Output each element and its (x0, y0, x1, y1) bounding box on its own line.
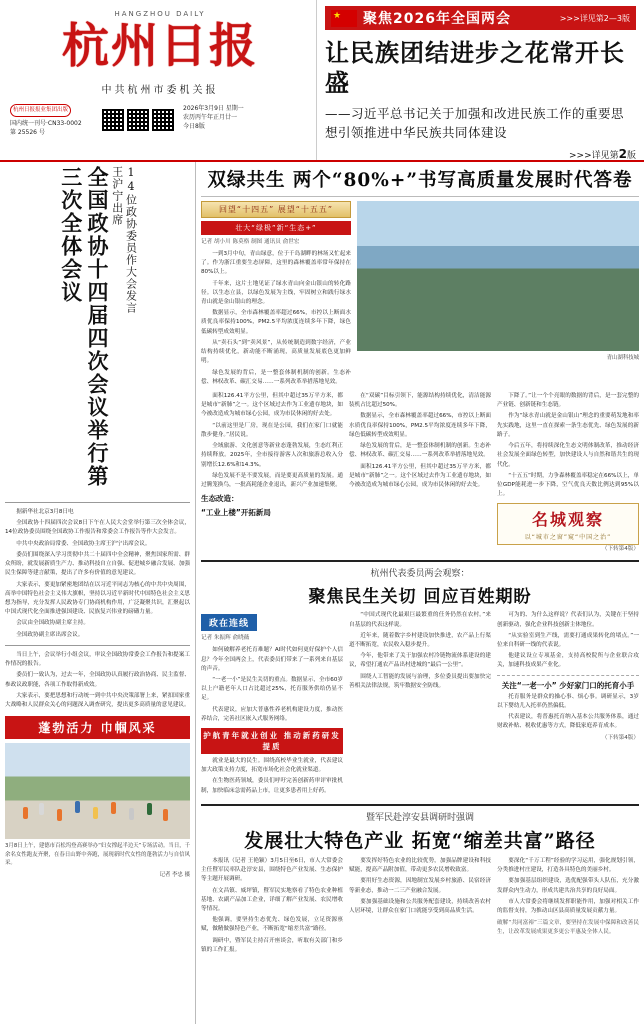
qr-code-icon[interactable] (152, 109, 174, 131)
mid-section-chip: 政在连线 (201, 614, 257, 631)
paragraph: 全域旅游、文化创意等新业态蓬勃发展，生态红利正持续释放。2025年，全市接待游客人次和旅游总收入分别增长12.6%和14.3%。 (201, 443, 343, 468)
paragraph: 本报讯（记者 王艳颖）3月5日至6日，市人大常委会主任暨军民率队赴淳安县，围绕特色产业发展、生态保护等主题开展调研。 (201, 857, 343, 883)
paragraph: 一到3月中旬，青山绿意，位于千岛湖畔的林场又忙起来了。作为浙江重要生态屏障，这里的森林覆盖率常年保持在80%以上。 (201, 250, 351, 276)
photo-section-title: 蓬勃活力 巾帼风采 (5, 716, 190, 739)
paragraph: “一老一小”是民生关切的重点。数据显示，全市60岁以上户籍老年人口占比超过25%，托育服务供给仍显不足。 (201, 676, 343, 702)
bottom-col-1 (201, 857, 343, 957)
vertical-headline: 全国政协十四届四次会议举行第三次全体会议 (58, 166, 110, 488)
paragraph: 面积126.41平方公里，但其中超过35万平方米，都是城市“新肺”之一。这个区域过去作为工业遗存地块，如今被改造成为城市绿心公园，成为市民休闲的好去处。 (201, 393, 343, 418)
column-seal (497, 503, 639, 545)
paragraph: 今后五年，将持续深化生态文明体制改革，推动经济社会发展全面绿色转型，加快建设人与自然和谐共生的现代化。 (497, 443, 639, 468)
paragraph: 中共中央政治局常委、全国政协主席王沪宁出席会议。 (16, 540, 151, 547)
mid-page-note: （下转第4版） (601, 734, 639, 741)
page-body (0, 162, 644, 1024)
top-banner-pages[interactable]: >>>详见第2—3版 (559, 13, 630, 23)
paragraph: 委员们一致认为，过去一年，全国政协认真履行政治协商、民主监督、参政议政职能，各项工作取得新成效。 (5, 672, 190, 688)
divider (201, 804, 639, 806)
qr-codes[interactable] (102, 104, 177, 136)
paragraph: 围绕人工智能的发展与治理，多位委员提出要加快完善相关法律法规，筑牢数据安全防线。 (349, 673, 491, 689)
qr-code-icon[interactable] (102, 109, 124, 131)
masthead-left (0, 0, 316, 160)
feature-page-note: （下转第4版） (601, 546, 639, 553)
divider (5, 645, 190, 646)
page-ref-suffix: 版 (626, 150, 636, 161)
paragraph: 要发挥好特色农业的比较优势，加强品牌建设和科技赋能，提高产品附加值，带动更多农民增收致富。 (349, 857, 491, 874)
photo-credit: 记者 李忠 摄 (159, 872, 190, 879)
focus-title: 关注“一老一小” 少好家门口的托育小手 (501, 680, 635, 690)
feature-subtitle-1: 生态改造： (201, 494, 239, 504)
paragraph: 数据显示，全市森林覆盖率超过66%，市控以上断面水质优良率保持100%，PM2.5平均浓度连续多年下降，绿色低碳转型成效明显。 (349, 413, 491, 438)
divider (201, 196, 639, 197)
masthead-date (183, 104, 244, 136)
paragraph: 大家表示，要把思想和行动统一到中共中央决策部署上来，紧扣国家重大战略和人民群众关心的问题深入调查研究，提出更多高质量的意见建议。 (5, 692, 190, 708)
feature-red-tag: 壮大“绿极”新“生态+” (201, 221, 351, 235)
paragraph: 绿色发展不是不要发展，而是要更高质量的发展。通过腾笼换鸟，一批高耗能企业退出，新兴产业加速集聚。 (201, 472, 343, 488)
lead-headline: 让民族团结进步之花常开长盛 (325, 38, 625, 97)
paragraph: 全国政协副主席出席会议。 (16, 631, 84, 638)
paragraph: 会议由全国政协副主席主持。 (16, 620, 89, 627)
paragraph: 绿色发展的背后，是一整套体制机制的创新。生态补偿、林权改革、碳汇交易……一系列改革举措落地见效。 (349, 443, 491, 459)
paragraph: “中国式现代化最艰巨最繁重的任务仍然在农村。”来自基层的代表这样说。 (349, 612, 491, 628)
seal-title: 名城观察 (531, 510, 604, 530)
paragraph: 从“卖石头”到“卖风景”，从传统制造到数字经济，产业结构持续优化，新动能不断涌现，高质量发展底色更加鲜明。 (201, 339, 351, 365)
mid-col-1 (201, 611, 343, 798)
date-line-2: 农历丙午年正月廿一 (183, 114, 238, 122)
masthead (0, 0, 644, 162)
mid-headline: 聚焦民生关切 回应百姓期盼 (308, 587, 532, 608)
mid-byline: 记者 朱振辉 俞晓薇 (201, 635, 250, 642)
mid-columns (201, 611, 639, 798)
date-line-3: 今日8版 (183, 123, 205, 131)
feature-intro (201, 250, 351, 387)
issue-number: 第 25526 号 (10, 128, 45, 136)
column-left-text-2 (5, 651, 190, 710)
paragraph: 委员们围绕深入学习贯彻中共二十届四中全会精神，聚焦国家所需、群众所盼，就发展新质生产力、推动科技自立自强、促进城乡融合发展、加强民生保障等建言献策，提出了许多有价值的意见建议。 (5, 551, 190, 577)
paragraph: 要用好生态资源，因地制宜发展乡村旅游、民宿经济等新业态，推动一二三产业融合发展。 (349, 878, 491, 894)
feature-subtitle-2: “工业上楼”开拓新局 (201, 508, 271, 518)
paragraph: 如何破解养老托育难题？AI时代如何更好保护个人信息？今年全国两会上，代表委员们带来了一系列来自基层的声音。 (201, 647, 343, 672)
paragraph: 大家表示，要更加紧密地团结在以习近平同志为核心的中共中央周围，高举中国特色社会主义伟大旗帜，坚持以习近平新时代中国特色社会主义思想为指导，充分发挥人民政协专门协商机构作用，广泛凝聚共识，汇聚起以中国式现代化全面推进强国建设、民族复兴伟业的磅礴力量。 (5, 581, 190, 616)
masthead-title: 杭州日报 (62, 19, 258, 74)
paragraph: 全国政协十四届四次会议8日下午在人民大会堂举行第三次全体会议，14位政协委员围绕全国政协工作报告和常委会工作报告等作大会发言。 (5, 520, 190, 536)
paragraph: 要深化“千万工程”经验的学习运用，强化规划引领，分类推进村庄建设，打造各具特色的美丽乡村。 (497, 857, 639, 874)
paragraph: 可为的、为什么这样说？代表们认为，关键在于坚持创新驱动，强化企业科技创新主体地位。 (497, 612, 639, 628)
paragraph: 在“双碳”目标引领下，能源结构持续优化，清洁能源装机占比超过50%。 (349, 393, 491, 409)
paragraph: 千年来，这片土地见证了绿水青山向金山银山的转化路径。以生态立县，以绿色发展为主线，牢固树立和践行绿水青山就是金山银山的理念。 (201, 280, 351, 306)
photo-runners (5, 743, 190, 839)
paragraph: 调研中，暨军民主持召开座谈会，听取有关部门和乡镇的工作汇报。 (201, 937, 343, 953)
vertical-sub-2: 14位政协委员作大会发言 (124, 166, 138, 314)
mid-col-3 (497, 611, 639, 798)
date-line-1: 2026年3月9日 星期一 (183, 105, 244, 113)
mid-col-2 (349, 611, 491, 798)
paragraph: “以前这里是厂房，现在是公园，我们在家门口就能散步健身。”居民说。 (201, 422, 343, 438)
top-banner (325, 6, 636, 30)
paragraph: 市人大常委会将继续发挥职能作用，加强对相关工作的监督支持，为推动山区县高质量发展贡献力量。 (497, 898, 639, 914)
paragraph: 绿色发展的背后，是一整套体制机制的创新。生态补偿、林权改革、碳汇交易……一系列改革举措落地见效。 (201, 369, 351, 385)
paragraph: 就业是最大的民生。围绕高校毕业生就业，代表建议加大政策支持力度，拓宽市场化社会化就业渠道。 (201, 758, 343, 774)
paragraph: 他强调，要坚持生态优先、绿色发展，立足资源禀赋，做精做强特色产业，不断拓宽“缩差共富”路径。 (201, 917, 343, 933)
paragraph: 代表建议，应加大普惠性养老机构建设力度，推动医养结合，完善社区嵌入式服务网络。 (201, 706, 343, 722)
feature-photo-block (357, 201, 639, 389)
publisher-badge: 杭州日报报业集团出版 (10, 104, 71, 116)
paragraph: 今年，他带来了关于加强农村冷链物流体系建设的建议，希望打通农产品出村进城的“最后一公里”。 (349, 653, 491, 669)
mid-kicker: 杭州代表委员两会观察： (370, 569, 470, 580)
mid-sub-headline: 护航青年就业创业 推动新药研发提质 (201, 728, 343, 754)
qr-code-icon[interactable] (127, 109, 149, 131)
column-right (196, 162, 644, 1024)
photo-credit: 青山湖科技城 (606, 355, 639, 361)
paragraph: 托育服务是群众的操心事、烦心事。调研显示，3岁以下婴幼儿入托率仍然偏低。 (497, 693, 639, 709)
paragraph: 下降了。”让一个个亮眼的数据的背后，是一套完整的产业链、创新链和生态链。 (497, 393, 639, 409)
feature-series-title: 回望“十四五” 展望“十五五” (201, 201, 351, 218)
paragraph: “十五五”时期，力争森林覆盖率稳定在66%以上，单位GDP能耗进一步下降，空气优良天数比例达到95%以上。 (497, 472, 639, 498)
masthead-right (316, 0, 644, 160)
paragraph: 在生物医药领域，委员们呼吁完善创新药审评审批机制，加快临床急需药品上市，让更多患者用上好药。 (201, 778, 343, 794)
masthead-meta (10, 104, 310, 136)
paragraph: 近年来，随着数字乡村建设加快推进，农产品上行渠道不断拓宽，农民收入稳步提升。 (349, 632, 491, 648)
vertical-sub-1: 王沪宁出席 (110, 166, 124, 226)
masthead-pinyin: HANGZHOU DAILY (114, 10, 206, 18)
bottom-kicker: 暨军民赴淳安县调研时强调 (365, 812, 474, 823)
page-ref-number: 2 (618, 146, 627, 161)
masthead-publisher (10, 104, 102, 136)
page-ref-prefix: >>>详见第 (569, 150, 619, 161)
bottom-col-2 (349, 857, 491, 957)
dateline: 据新华社北京3月8日电 (16, 509, 74, 515)
bottom-headline: 发展壮大特色产业 拓宽“缩差共富”路径 (244, 829, 596, 852)
paragraph: 他建议设立专项基金，支持高校院所与企业联合攻关，加速科技成果产业化。 (497, 653, 639, 669)
feature-col-3 (497, 392, 639, 554)
feature-col-2 (349, 392, 491, 554)
masthead-subtitle: 中共杭州市委机关报 (101, 85, 219, 97)
photo-caption: 3月8日上午，建德市百松坞登高赛举办“妇女撑起半边天”专场活动。当日，千余名女性跑友齐聚，在春日山野中奔跑，展现新时代女性的蓬勃活力与自信风采。 (5, 843, 190, 867)
bottom-side-note: 破解“共同富裕”三篇文章，要坚持在发展中保障和改善民生，让改革发展成果更多更公平惠及全体人民。 (497, 920, 639, 936)
feature-headline: 双绿共生 两个“80%+”书写高质量发展时代答卷 (207, 170, 633, 191)
paragraph: 数据显示，全市森林覆盖率超过66%，市控以上断面水质优良率保持100%，PM2.5平均浓度连续多年下降，绿色低碳转型成效明显。 (201, 310, 351, 335)
paragraph: 要加强基础设施和公共服务配套建设，持续改善农村人居环境，让群众在家门口就能享受到高品质生活。 (349, 898, 491, 914)
column-left (0, 162, 196, 1024)
feature-columns (201, 392, 639, 554)
national-flag-icon (331, 10, 357, 27)
top-banner-title: 聚焦2026年全国两会 (363, 11, 511, 27)
paragraph: 要加强基层组织建设，选优配强带头人队伍，充分激发群众内生动力，形成共建共治共享的良好局面。 (497, 878, 639, 894)
divider (201, 560, 639, 562)
feature-top (201, 201, 639, 389)
bottom-col-3 (497, 857, 639, 957)
seal-subtitle: 以“城市之窗”窥“中国之治” (524, 534, 612, 542)
bottom-columns (201, 857, 639, 957)
lead-page-ref[interactable] (325, 147, 636, 161)
issn-line: 国内统一刊号·CN33-0002 (10, 119, 82, 127)
paragraph: 代表建议，将普惠托育纳入基本公共服务体系，通过财政补贴、税收优惠等方式，降低家庭养育成本。 (497, 714, 639, 730)
paragraph: 面积126.41平方公里，但其中超过35万平方米，都是城市“新肺”之一。这个区域过去作为工业遗存地块，如今被改造成为城市绿心公园，成为市民休闲的好去处。 (349, 463, 491, 488)
vertical-headline-block (5, 166, 190, 503)
lead-subhead: ——习近平总书记关于加强和改进民族工作的重要思想引领推进中华民族共同体建设 (325, 106, 625, 140)
divider (497, 675, 639, 676)
feature-left-panel (201, 201, 351, 389)
paragraph: “从实验室到生产线，需要打通成果转化的堵点。”一位来自科研一线的代表说。 (497, 632, 639, 648)
column-left-text (5, 508, 190, 640)
feature-col-1 (201, 392, 343, 554)
feature-byline: 记者 胡小川 陈莫格 制图 通讯员 俞世宏 (201, 239, 300, 245)
paragraph: 作为“绿水青山就是金山银山”理念的重要萌发地和率先实践地，这里一直在探索一条生态优先、绿色发展的新路子。 (497, 413, 639, 438)
photo-city-aerial (357, 201, 639, 351)
paragraph: 在文昌镇、威坪镇，暨军民实地察看了特色农业种植基地、农副产品加工企业，详细了解产业发展、农民增收等情况。 (201, 887, 343, 912)
paragraph: 当日上午，会议举行小组会议，审议全国政协常委会工作报告和提案工作情况的报告。 (5, 651, 190, 668)
